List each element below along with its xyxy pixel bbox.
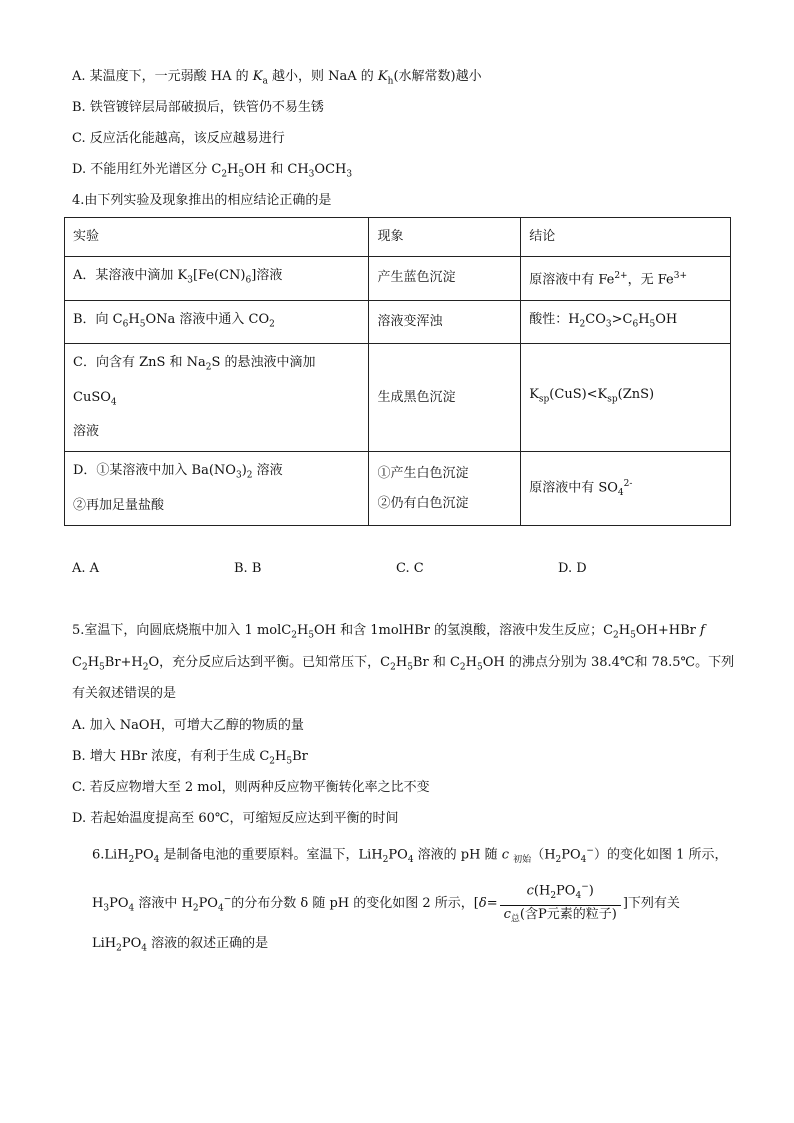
q6-line2-post: ]下列有关 (622, 895, 680, 911)
conclusion-cell: 原溶液中有 $Fe^{2+}$，无 $Fe^{3+}$ (521, 257, 731, 301)
conclusion-cell: 酸性：$H_2CO_3>C_6H_5OH$ (521, 300, 731, 344)
table-row (65, 300, 731, 344)
q6-stem-line-1: $6.LiH_2PO_4$ 是制备电池的重要原料。室温下，$LiH_2PO_4$ 溶液的 pH 随 c $_{初始}(H_2PO_4^-)$的变化如图 1 所示， (92, 846, 728, 865)
q3-option-b: B. 铁管镀锌层局部破损后，铁管仍不易生锈 (72, 100, 324, 115)
phenomenon-cell: 生成黑色沉淀 (369, 344, 521, 452)
conclusion-cell: 原溶液中有 $SO_4^{2-}$ (521, 452, 731, 526)
experiment-cell: C．向含有 ZnS 和 $Na_2S$ 的悬浊液中滴加 CuSO$_4$ 溶液 (65, 344, 369, 452)
answer-choice-d[interactable]: D. D (558, 561, 587, 576)
experiment-cell: B．向 $C_6H_5ONa$ 溶液中通入 $CO_2$ (65, 300, 369, 344)
header-phenomenon: 现象 (369, 218, 521, 257)
header-conclusion: 结论 (521, 218, 731, 257)
answer-choice-b[interactable]: B. B (234, 561, 262, 576)
experiment-cell: D．①某溶液中加入 $Ba(NO_3)_2$ 溶液 ②再加足量盐酸 (65, 452, 369, 526)
q3-option-c: C. 反应活化能越高，该反应越易进行 (72, 131, 285, 146)
q3-option-d: D. 不能用红外光谱区分 $C_2H_5OH$ 和 $CH_3OCH_3$ (72, 162, 353, 180)
q5-stem-line-2: $C_2H_5Br+H_2O$，充分反应后达到平衡。已知常压下，$C_2H_5Br$ 和 $C_2H_5OH$ 的沸点分别为 38.4℃和 78.5℃。下列 (72, 655, 735, 673)
header-experiment: 实验 (65, 218, 369, 257)
q6-stem-line-2 (92, 878, 680, 929)
table-row (65, 344, 731, 452)
q5-option-a: A. 加入 NaOH，可增大乙醇的物质的量 (72, 718, 304, 733)
phenomenon-cell: ①产生白色沉淀 ②仍有白色沉淀 (369, 452, 521, 526)
table-row (65, 257, 731, 301)
table-row (65, 452, 731, 526)
answer-choice-a[interactable]: A. A (72, 561, 100, 576)
table-header-row (65, 218, 731, 257)
experiment-table (64, 217, 731, 526)
answer-choice-c[interactable]: C. C (396, 561, 424, 576)
q5-option-c: C. 若反应物增大至 2 mol，则两种反应物平衡转化率之比不变 (72, 780, 430, 795)
conclusion-cell: $K_{sp}(CuS)<K_{sp}(ZnS)$ (521, 344, 731, 452)
q6-stem-line-3: $LiH_2PO_4$ 溶液的叙述正确的是 (92, 936, 269, 954)
fraction-numerator: $c(H_2PO_4^-)$ (500, 878, 621, 906)
q5-stem-line-3: 有关叙述错误的是 (72, 686, 177, 701)
q6-line2-pre: $H_3PO_4$ 溶液中 $H_2PO_4^-$的分布分数 δ 随 pH 的变化如图 2 所示，[ (92, 894, 479, 914)
phenomenon-cell: 溶液变浑浊 (369, 300, 521, 344)
delta-fraction (500, 878, 621, 929)
experiment-cell: A．某溶液中滴加 $K_3[Fe(CN)_6]$溶液 (65, 257, 369, 301)
delta-lhs: δ= (478, 895, 498, 911)
q5-option-d: D. 若起始温度提高至 60℃，可缩短反应达到平衡的时间 (72, 811, 399, 826)
q5-stem-line-1: 5.室温下，向圆底烧瓶中加入 1 $molC_2H_5OH$ 和含 1molHBr 的氢溴酸，溶液中发生反应；$C_2H_5OH+HBr$ f (72, 623, 705, 641)
q3-option-a: A. 某温度下，一元弱酸 HA 的 $K_a$ 越小，则 NaA 的 $K_h$(水解常数)越小 (72, 69, 482, 87)
q4-stem: 4.由下列实验及现象推出的相应结论正确的是 (72, 193, 332, 208)
q5-option-b: B. 增大 HBr 浓度，有利于生成 $C_2H_5Br$ (72, 749, 308, 767)
phenomenon-cell: 产生蓝色沉淀 (369, 257, 521, 301)
fraction-denominator: $c_总$(含P元素的粒子) (503, 906, 617, 925)
